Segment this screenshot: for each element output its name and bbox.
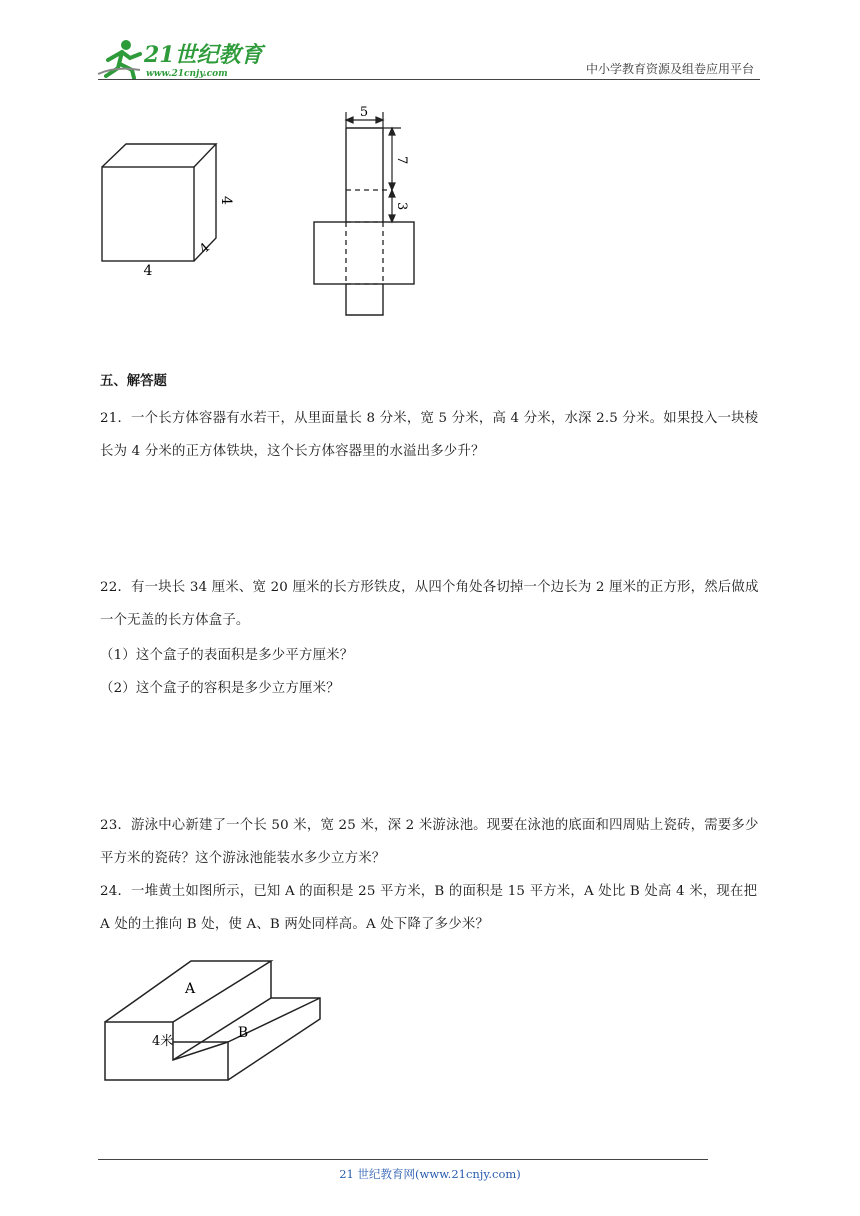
cube-figure [96,138,242,280]
cube-depth-label: 4 [196,240,213,258]
net-height-label-1: 7 [394,156,409,165]
cube-side-label: 4 [218,196,234,205]
question-22-part-1: （1）这个盒子的表面积是多少平方厘米？ [100,648,354,663]
question-23: 23．游泳中心新建了一个长 50 米，宽 25 米，深 2 米游泳池。现要在泳池的底面和四周贴上瓷砖，需要多少平方米的瓷砖？这个游泳池能装水多少立方米？ [100,818,759,866]
soil-label-b: B [237,1025,249,1041]
section-title: 五、解答题 [100,374,167,389]
cube-front-label: 4 [143,263,153,279]
soil-height-label: 4米 [152,1034,174,1049]
net-figure [306,100,426,320]
question-22: 22．有一块长 34 厘米、宽 20 厘米的长方形铁皮，从四个角处各切掉一个边长为 2 厘米的正方形，然后做成一个无盖的长方体盒子。 [100,580,759,628]
footer-link[interactable]: 21 世纪教育网(www.21cnjy.com) [339,1167,521,1181]
header-divider [98,79,760,80]
question-22-part-2: （2）这个盒子的容积是多少立方厘米？ [100,681,340,696]
site-logo [96,36,266,82]
net-height-label-2: 3 [394,202,409,211]
soil-label-a: A [184,981,196,997]
logo-text: 21世纪教育 [144,42,263,68]
site-title: 中小学教育资源及组卷应用平台 [585,62,754,76]
question-24: 24．一堆黄土如图所示，已知 A 的面积是 25 平方米，B 的面积是 15 平方米，A 处比 B 处高 4 米，现在把 A 处的土推向 B 处，使 A、B 两处同样高。A 处下降了多少米？ [100,884,758,932]
logo-url: www.21cnjy.com [146,69,228,79]
runner-icon [98,40,140,78]
soil-heap-figure [100,955,326,1085]
net-width-label: 5 [359,105,369,120]
question-21: 21．一个长方体容器有水若干，从里面量长 8 分米，宽 5 分米，高 4 分米，水深 2.5 分米。如果投入一块棱长为 4 分米的正方体铁块，这个长方体容器里的水溢出多少升？ [100,411,759,459]
footer-divider [98,1159,708,1160]
